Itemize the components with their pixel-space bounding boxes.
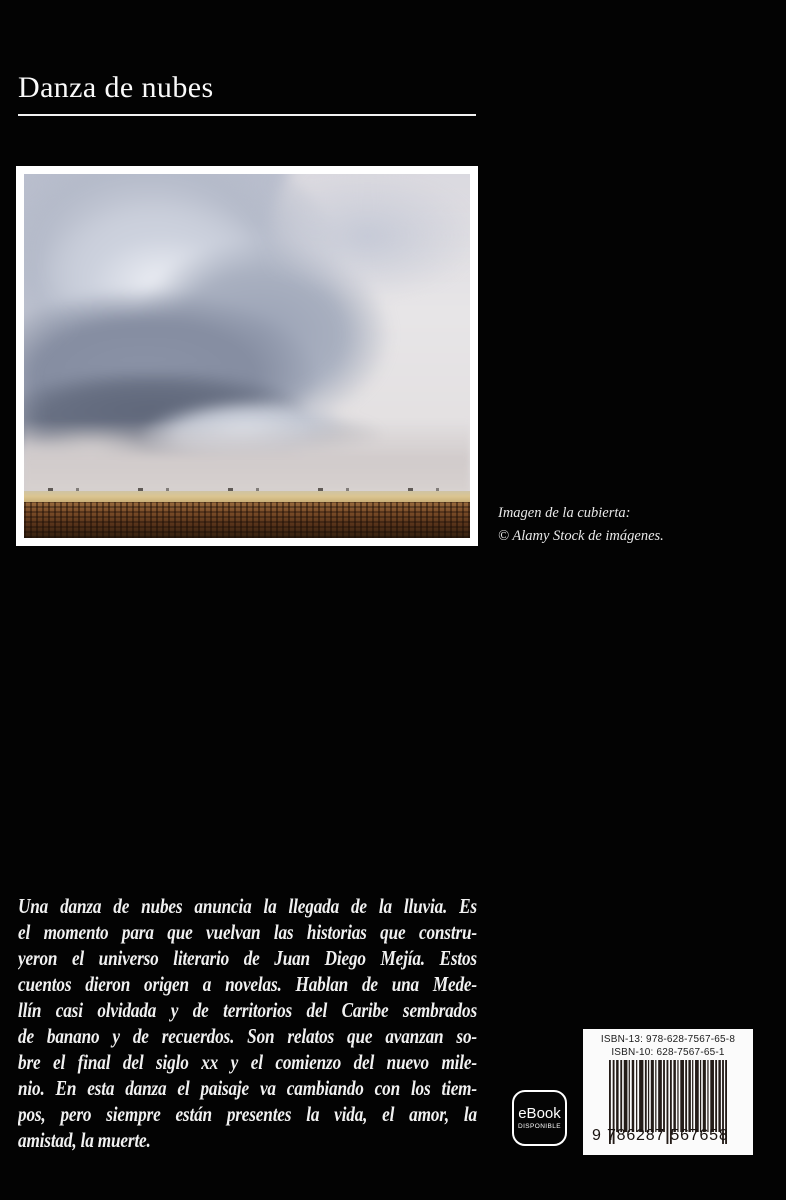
plowed-field	[24, 502, 470, 538]
blurb-line: el momento para que vuelvan las historias que constru-	[18, 920, 477, 944]
cover-photo-frame	[16, 166, 478, 546]
blurb-line: pos, pero siempre están presentes la vida, el amor, la	[18, 1102, 477, 1126]
photo-credit-line2: © Alamy Stock de imágenes.	[498, 528, 664, 544]
blurb-line: Una danza de nubes anuncia la llegada de la lluvia. Es	[18, 894, 477, 918]
ebook-badge-subtitle: DISPONIBLE	[517, 1123, 561, 1130]
blurb-line: cuentos dieron origen a novelas. Hablan de una Mede-	[18, 972, 477, 996]
photo-credit-line1: Imagen de la cubierta:	[498, 505, 631, 521]
blurb-line: yeron el universo literario de Juan Diego Mejía. Estos	[18, 946, 477, 970]
book-title: Danza de nubes	[18, 71, 214, 104]
blurb-line: de banano y de recuerdos. Son relatos que avanzan so-	[18, 1024, 477, 1048]
isbn13-label: ISBN-13: 978-628-7567-65-8	[600, 1034, 736, 1045]
ean-digits: 9 786287 567658	[592, 1127, 729, 1144]
ebook-badge-title: eBook	[518, 1105, 561, 1122]
horizon-haze	[24, 420, 470, 493]
isbn-barcode-box	[583, 1029, 753, 1155]
blurb-paragraph	[18, 893, 477, 1153]
isbn10-label: ISBN-10: 628-7567-65-1	[611, 1046, 725, 1058]
ebook-available-badge	[512, 1090, 567, 1146]
blurb-line: amistad, la muerte.	[18, 1128, 151, 1152]
blurb-line: bre el final del siglo xx y el comienzo del nuevo mile-	[18, 1050, 477, 1074]
blurb-line: nio. En esta danza el paisaje va cambiando con los tiem-	[18, 1076, 477, 1100]
cover-photo-storm-cloud	[24, 174, 470, 538]
blurb-line: llín casi olvidada y de territorios del Caribe sembrados	[18, 998, 477, 1022]
photo-credit	[498, 502, 664, 548]
title-rule	[18, 114, 476, 116]
horizon-band	[24, 491, 470, 503]
